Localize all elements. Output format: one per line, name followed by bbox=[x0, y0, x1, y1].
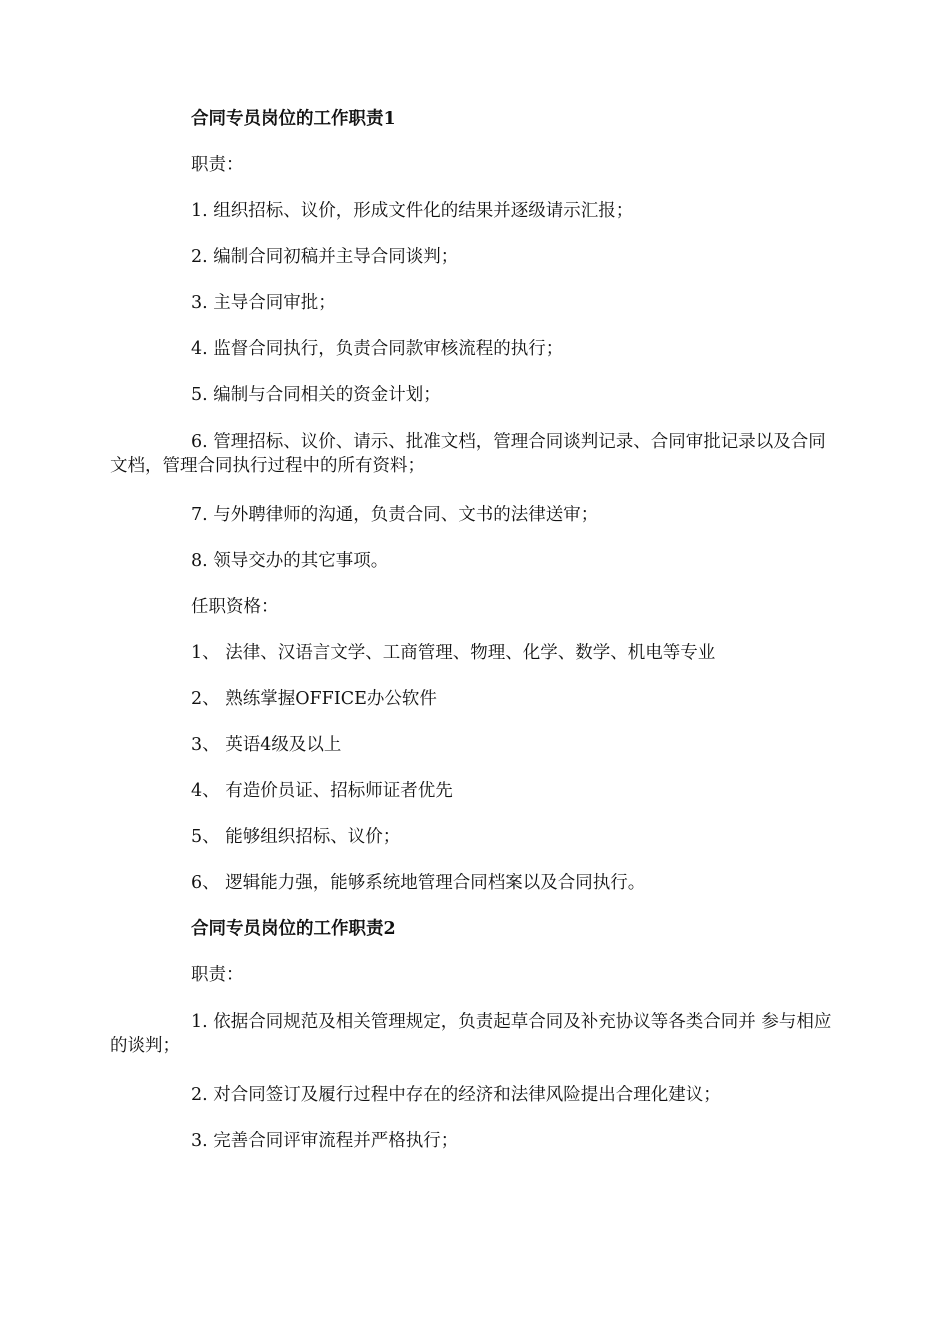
section1-duty-item: 1. 组织招标、议价，形成文件化的结果并逐级请示汇报； bbox=[191, 201, 634, 221]
section1-duty-item: 6. 管理招标、议价、请示、批准文档，管理合同谈判记录、合同审批记录以及合同文档，管理合同执行过程中的所有资料； bbox=[110, 432, 826, 476]
section1-duties-label: 职责： bbox=[191, 155, 244, 175]
section1-title: 合同专员岗位的工作职责1 bbox=[191, 109, 396, 129]
section2-duties-label: 职责： bbox=[191, 965, 244, 985]
section1-qualification-item: 4、 有造价员证、招标师证者优先 bbox=[191, 781, 453, 801]
section2-duty-item: 2. 对合同签订及履行过程中存在的经济和法律风险提出合理化建议； bbox=[191, 1085, 721, 1105]
section2-duty-item: 3. 完善合同评审流程并严格执行； bbox=[191, 1131, 459, 1151]
section1-duty-item: 7. 与外聘律师的沟通，负责合同、文书的法律送审； bbox=[191, 505, 599, 525]
section1-qualifications-label: 任职资格： bbox=[191, 597, 279, 617]
section1-qualification-item: 5、 能够组织招标、议价； bbox=[191, 827, 401, 847]
section1-qualification-item: 2、 熟练掌握OFFICE办公软件 bbox=[191, 689, 437, 709]
section1-duty-item: 2. 编制合同初稿并主导合同谈判； bbox=[191, 247, 459, 267]
section1-duty-item: 4. 监督合同执行，负责合同款审核流程的执行； bbox=[191, 339, 564, 359]
section1-duty-item: 8. 领导交办的其它事项。 bbox=[191, 551, 389, 571]
section1-duty-item: 5. 编制与合同相关的资金计划； bbox=[191, 385, 441, 405]
section1-duty-item: 3. 主导合同审批； bbox=[191, 293, 336, 313]
section2-duty-item: 1. 依据合同规范及相关管理规定，负责起草合同及补充协议等各类合同并 参与相应的谈判； bbox=[110, 1012, 832, 1056]
section1-qualification-item: 3、 英语4级及以上 bbox=[191, 735, 342, 755]
section1-qualification-item: 6、 逻辑能力强，能够系统地管理合同档案以及合同执行。 bbox=[191, 873, 646, 893]
section1-qualification-item: 1、 法律、汉语言文学、工商管理、物理、化学、数学、机电等专业 bbox=[191, 643, 716, 663]
section2-title: 合同专员岗位的工作职责2 bbox=[191, 919, 396, 939]
